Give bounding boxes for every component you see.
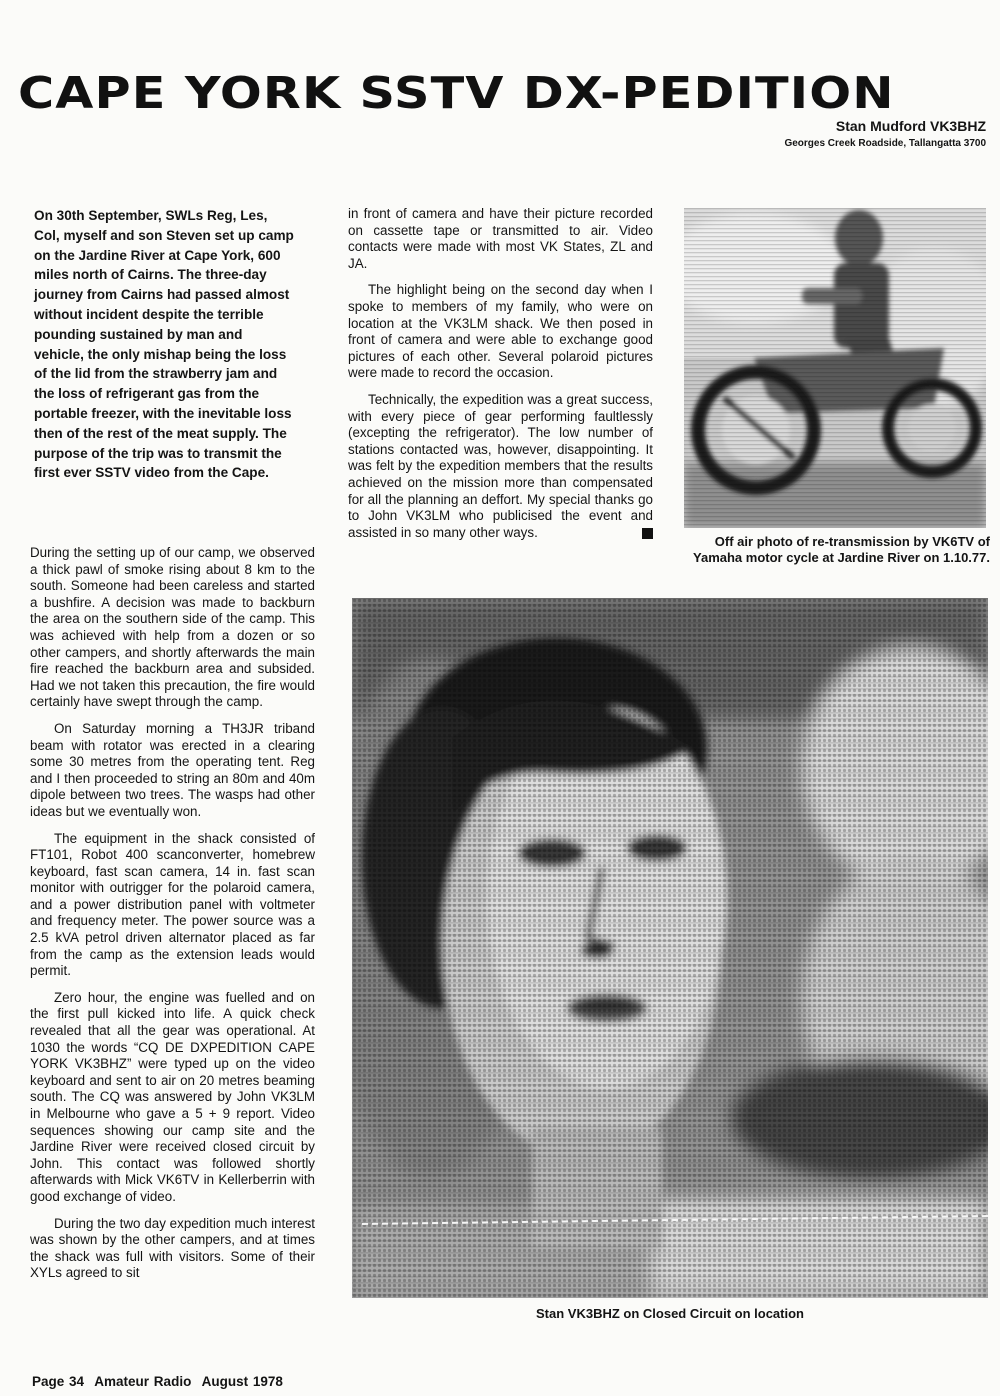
page-number: Page 34 bbox=[32, 1374, 85, 1389]
body-column-middle bbox=[348, 206, 653, 551]
motorcycle-photo bbox=[684, 208, 986, 528]
paragraph: On Saturday morning a TH3JR triband beam with rotator was erected in a clearing some 30 metres from the operating tent. Reg and I then proceeded to string an 80m and 40m dipole between two trees. The wasps had other ideas but we eventually won. bbox=[30, 720, 315, 819]
paragraph: During the setting up of our camp, we observed a thick pawl of smoke rising about 8 km to the south. Someone had been careless and started a bushfire. A decision was made to backburn the area on the southern side of the camp. This was achieved with help from a dozen or so other campers, and shortly afterwards the main fire reached the backburn area and subsided. Had we not taken this precaution, the fire would certainly have swept through the camp. bbox=[30, 545, 315, 710]
paragraph: Zero hour, the engine was fuelled and on the first pull kicked into life. A quick check revealed that all the gear was operational. At 1030 the words “CQ DE DXPEDITION CAPE YORK VK3BHZ” were typed up on the video keyboard and sent to air on 20 metres beaming south. The CQ was answered by John VK3LM in Melbourne who gave a 5 + 9 report. Video sequences showing our camp site and the Jardine River were received closed circuit by John. This contact was followed shortly afterwards with Mick VK6TV in Kellerberrin with good exchange of video. bbox=[30, 989, 315, 1204]
portrait-photo-caption: Stan VK3BHZ on Closed Circuit on location bbox=[536, 1306, 804, 1321]
author-address: Georges Creek Roadside, Tallangatta 3700 bbox=[784, 138, 986, 149]
paragraph-text: Technically, the expedition was a great success, with every piece of gear performing faultlessly (excepting the refrigerator). The low number of stations contacted was, however, disappointing. It was felt by the expedition members that the results achieved on the mission more than compensated for all the planning an deffort. My special thanks go to John VK3LM who publicised the event and assisted in so many other ways. bbox=[348, 391, 653, 540]
magazine-name: Amateur Radio bbox=[94, 1374, 192, 1389]
portrait-photo bbox=[352, 598, 988, 1298]
page-footer bbox=[32, 1374, 289, 1389]
paragraph bbox=[348, 392, 653, 541]
paragraph: During the two day expedition much interest was shown by the other campers, and at times the shack was full with visitors. Some of their XYLs agreed to sit bbox=[30, 1215, 315, 1281]
issue-date: August 1978 bbox=[201, 1374, 283, 1389]
intro-paragraph: On 30th September, SWLs Reg, Les, Col, myself and son Steven set up camp on the Jardine River at Cape York, 600 miles north of Cairns. The three-day journey from Cairns had passed almost without incident despite the terrible pounding sustained by man and vehicle, the only mishap being the loss of the lid from the strawberry jam and the loss of refrigerant gas from the portable freezer, with the inevitable loss then of the rest of the meat supply. The purpose of the trip was to transmit the first ever SSTV video from the Cape. bbox=[34, 208, 294, 481]
article-title: CAPE YORK SSTV DX-PEDITION bbox=[18, 68, 895, 119]
body-column-left bbox=[30, 545, 315, 1292]
paragraph: in front of camera and have their picture recorded on cassette tape or transmitted to air. Video contacts were made with most VK States, ZL and JA. bbox=[348, 206, 653, 271]
end-of-article-mark bbox=[642, 528, 653, 539]
paragraph: The highlight being on the second day when I spoke to members of my family, who were on location at the VK3LM shack. We then posed in front of camera and were able to exchange good pictures of each other. Several polaroid pictures were made to record the occasion. bbox=[348, 282, 653, 381]
author-name: Stan Mudford VK3BHZ bbox=[835, 118, 986, 134]
paragraph: The equipment in the shack consisted of FT101, Robot 400 scanconverter, homebrew keyboard, fast scan camera, 14 in. fast scan monitor with outrigger for the polaroid camera, and a power distribution panel with voltmeter and frequency meter. The power source was a 2.5 kVA petrol driven alternator placed as far from the camp as the extension leads would permit. bbox=[30, 830, 315, 979]
motorcycle-photo-caption: Off air photo of re-transmission by VK6TV of Yamaha motor cycle at Jardine River on 1.10.77. bbox=[693, 534, 990, 565]
